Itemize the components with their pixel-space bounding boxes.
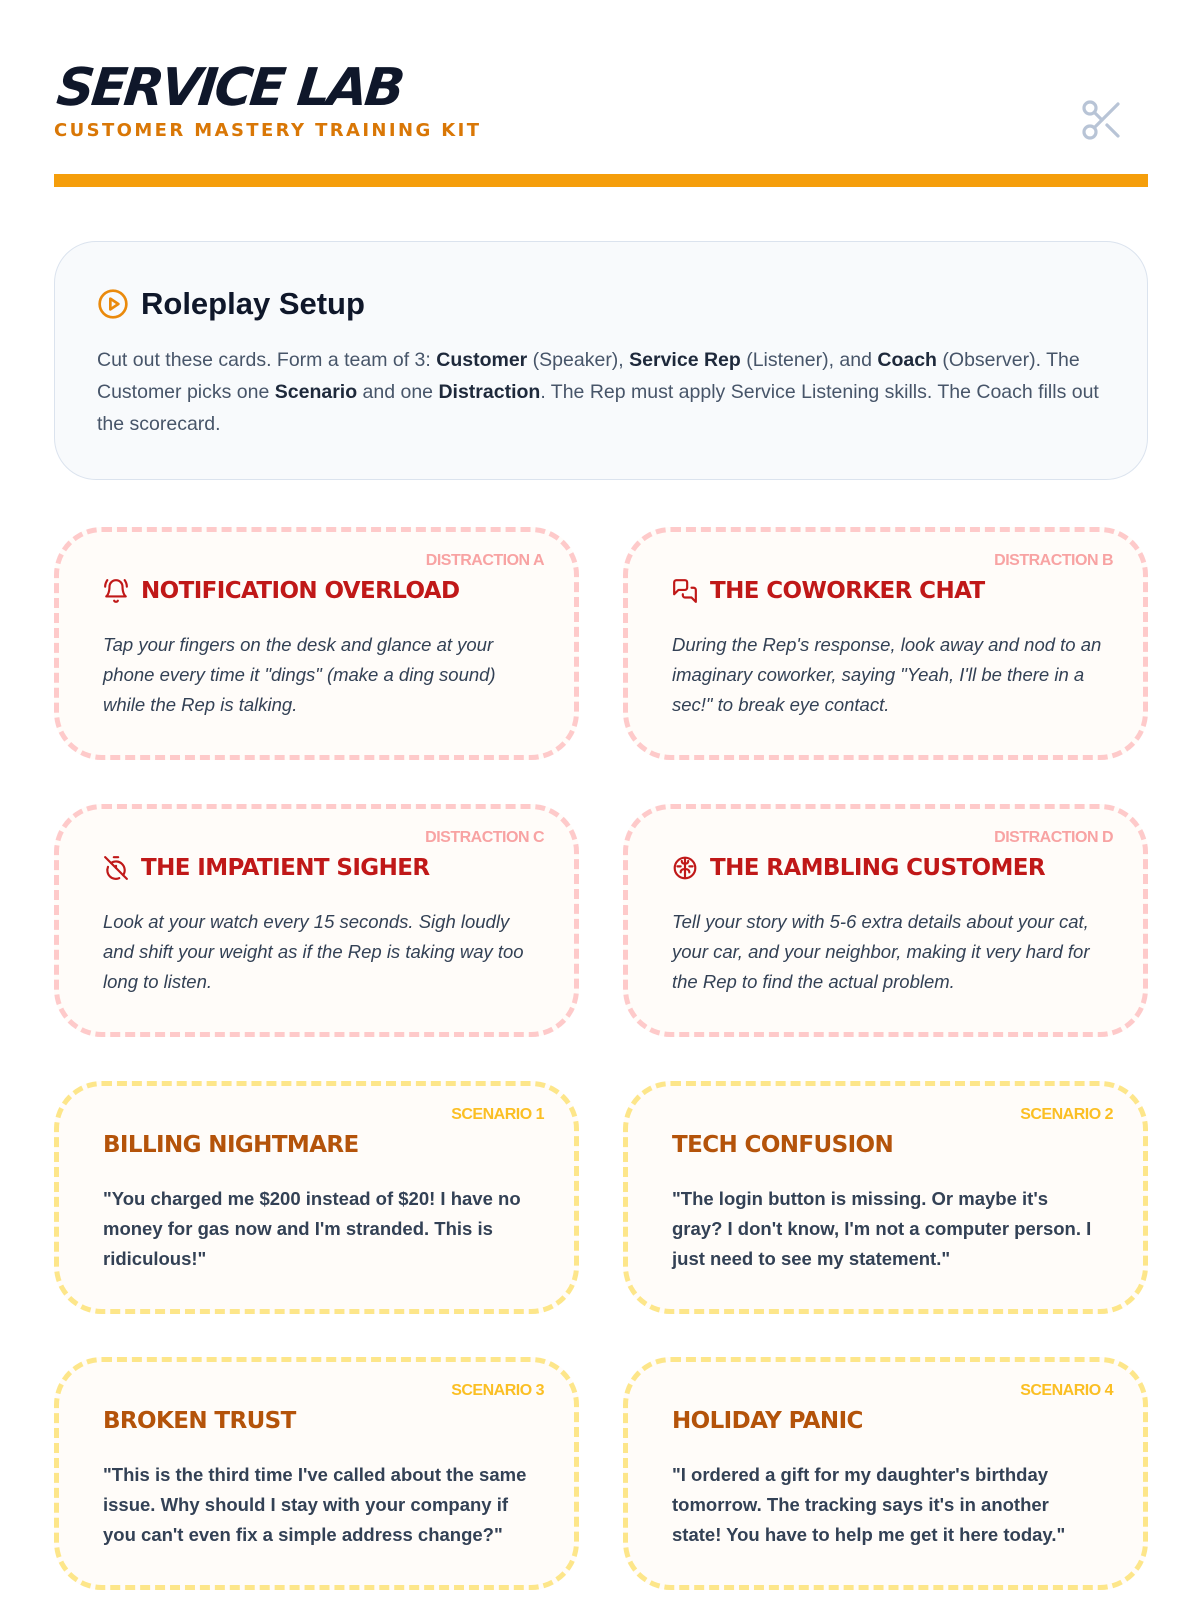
brain-icon bbox=[672, 855, 698, 881]
scenario-card-3[interactable] bbox=[54, 1357, 579, 1590]
setup-title: Roleplay Setup bbox=[141, 286, 365, 321]
distraction-card-c[interactable] bbox=[54, 804, 579, 1037]
scenario-card-2[interactable] bbox=[623, 1081, 1148, 1314]
card-title: BROKEN TRUST bbox=[103, 1408, 296, 1434]
card-text: Tap your fingers on the desk and glance at your phone every time it "dings" (make a ding sound) while the Rep is talking. bbox=[103, 634, 496, 715]
bell-ringing-icon bbox=[103, 578, 129, 604]
scenario-card-4[interactable] bbox=[623, 1357, 1148, 1590]
card-tag: SCENARIO 4 bbox=[1020, 1382, 1113, 1399]
distraction-card-b[interactable] bbox=[623, 527, 1148, 760]
scenario-card-1[interactable] bbox=[54, 1081, 579, 1314]
card-tag: DISTRACTION D bbox=[994, 829, 1113, 846]
distraction-card-d[interactable] bbox=[623, 804, 1148, 1037]
page-header bbox=[54, 58, 1148, 188]
card-text: "The login button is missing. Or maybe it's gray? I don't know, I'm not a computer person. I just need to see my statement." bbox=[672, 1188, 1092, 1269]
card-text: "I ordered a gift for my daughter's birthday tomorrow. The tracking says it's in another state! You have to help me get it here today." bbox=[672, 1464, 1066, 1545]
card-tag: DISTRACTION A bbox=[425, 552, 544, 569]
card-text: Look at your watch every 15 seconds. Sigh loudly and shift your weight as if the Rep is taking way too long to listen. bbox=[103, 911, 524, 992]
card-title: HOLIDAY PANIC bbox=[672, 1408, 863, 1434]
setup-instructions: Cut out these cards. Form a team of 3: Customer (Speaker), Service Rep (Listener), and Coach (Observer). The Customer picks one Scenario and one Distraction. The Rep must apply Service Listening skills. The Coach fills out the scorecard. bbox=[97, 349, 1099, 435]
card-title: BILLING NIGHTMARE bbox=[103, 1132, 359, 1158]
card-title: NOTIFICATION OVERLOAD bbox=[141, 578, 460, 604]
card-text: "You charged me $200 instead of $20! I have no money for gas now and I'm stranded. This is ridiculous!" bbox=[103, 1188, 521, 1269]
card-tag: DISTRACTION C bbox=[425, 829, 544, 846]
distraction-card-a[interactable] bbox=[54, 527, 579, 760]
card-title: THE RAMBLING CUSTOMER bbox=[710, 855, 1046, 881]
card-text: During the Rep's response, look away and nod to an imaginary coworker, saying "Yeah, I'll be there in a sec!" to break eye contact. bbox=[672, 634, 1102, 715]
roleplay-setup-panel bbox=[54, 241, 1148, 480]
card-title: THE IMPATIENT SIGHER bbox=[141, 855, 430, 881]
card-tag: SCENARIO 2 bbox=[1020, 1106, 1113, 1123]
brand-title: SERVICE LAB bbox=[54, 58, 405, 118]
card-tag: SCENARIO 1 bbox=[451, 1106, 544, 1123]
brand-tagline: CUSTOMER MASTERY TRAINING KIT bbox=[54, 120, 482, 141]
play-circle-icon bbox=[97, 288, 129, 320]
timer-off-icon bbox=[103, 855, 129, 881]
card-text: Tell your story with 5-6 extra details about your cat, your car, and your neighbor, making it very hard for the Rep to find the actual problem. bbox=[672, 911, 1090, 992]
card-title: TECH CONFUSION bbox=[672, 1132, 894, 1158]
card-tag: SCENARIO 3 bbox=[451, 1382, 544, 1399]
card-title: THE COWORKER CHAT bbox=[710, 578, 985, 604]
chat-bubbles-icon bbox=[672, 578, 698, 604]
scissors-icon bbox=[1078, 96, 1126, 144]
card-tag: DISTRACTION B bbox=[994, 552, 1113, 569]
card-text: "This is the third time I've called about the same issue. Why should I stay with your company if you can't even fix a simple address change?" bbox=[103, 1464, 527, 1545]
header-divider bbox=[54, 174, 1148, 187]
